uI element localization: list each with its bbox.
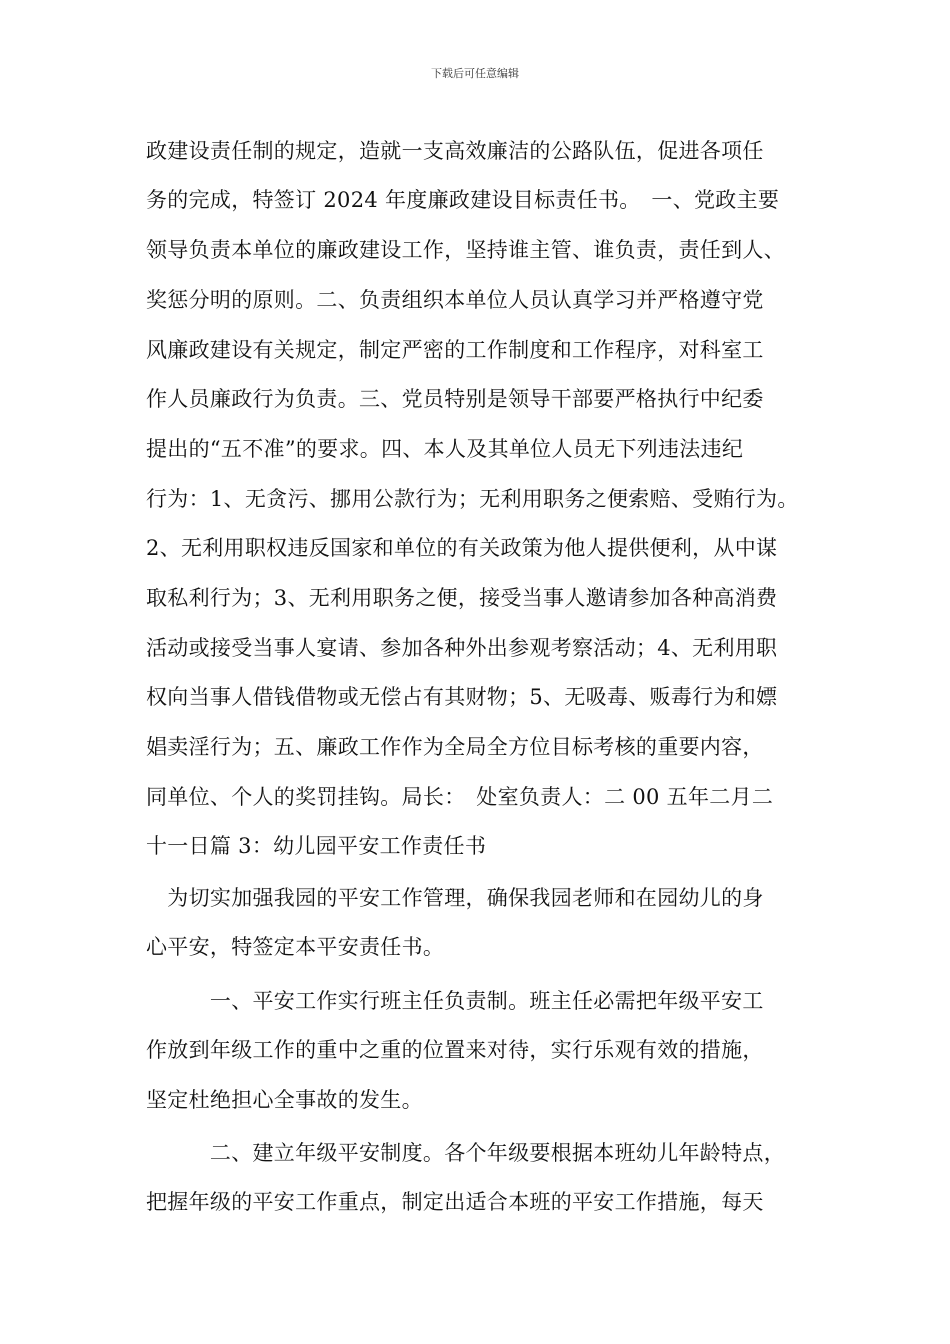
download-note: 下载后可任意编辑	[431, 67, 519, 80]
text-line: 务的完成，特签订 2024 年度廉政建设目标责任书。 一、党政主要	[146, 188, 780, 212]
text-line: 同单位、个人的奖罚挂钩。局长： 处室负责人：二 00 五年二月二	[146, 785, 774, 809]
text-line: 权向当事人借钱借物或无偿占有其财物；5、无吸毒、贩毒行为和嫖	[146, 685, 778, 709]
text-line: 作人员廉政行为负责。三、党员特别是领导干部要严格执行中纪委	[146, 387, 764, 411]
text-line: 行为：1、无贪污、挪用公款行为；无利用职务之便索赔、受贿行为。	[146, 487, 799, 511]
text-line: 政建设责任制的规定，造就一支高效廉洁的公路队伍，促进各项任	[146, 139, 764, 163]
text-line: 提出的“五不准”的要求。四、本人及其单位人员无下列违法违纪	[146, 437, 744, 461]
text-line: 二、建立年级平安制度。各个年级要根据本班幼儿年龄特点，	[146, 1141, 785, 1165]
text-line: 坚定杜绝担心全事故的发生。	[146, 1088, 423, 1112]
text-line: 为切实加强我园的平安工作管理，确保我园老师和在园幼儿的身	[146, 886, 764, 910]
text-line: 取私利行为；3、无利用职务之便，接受当事人邀请参加各种高消费	[146, 586, 778, 610]
text-line: 2、无利用职权违反国家和单位的有关政策为他人提供便利，从中谋	[146, 536, 778, 560]
text-line: 心平安，特签定本平安责任书。	[146, 935, 445, 959]
text-line: 活动或接受当事人宴请、参加各种外出参观考察活动；4、无利用职	[146, 636, 778, 660]
text-line: 一、平安工作实行班主任负责制。班主任必需把年级平安工	[146, 989, 764, 1013]
text-line: 娼卖淫行为；五、廉政工作作为全局全方位目标考核的重要内容，	[146, 735, 764, 759]
text-line: 奖惩分明的原则。二、负责组织本单位人员认真学习并严格遵守党	[146, 288, 764, 312]
text-line: 领导负责本单位的廉政建设工作，坚持谁主管、谁负责，责任到人、	[146, 238, 785, 262]
text-line: 十一日篇 3：幼儿园平安工作责任书	[146, 834, 487, 858]
text-line: 作放到年级工作的重中之重的位置来对待，实行乐观有效的措施，	[146, 1038, 764, 1062]
text-line: 把握年级的平安工作重点，制定出适合本班的平安工作措施，每天	[146, 1190, 764, 1214]
text-line: 风廉政建设有关规定，制定严密的工作制度和工作程序，对科室工	[146, 338, 764, 362]
